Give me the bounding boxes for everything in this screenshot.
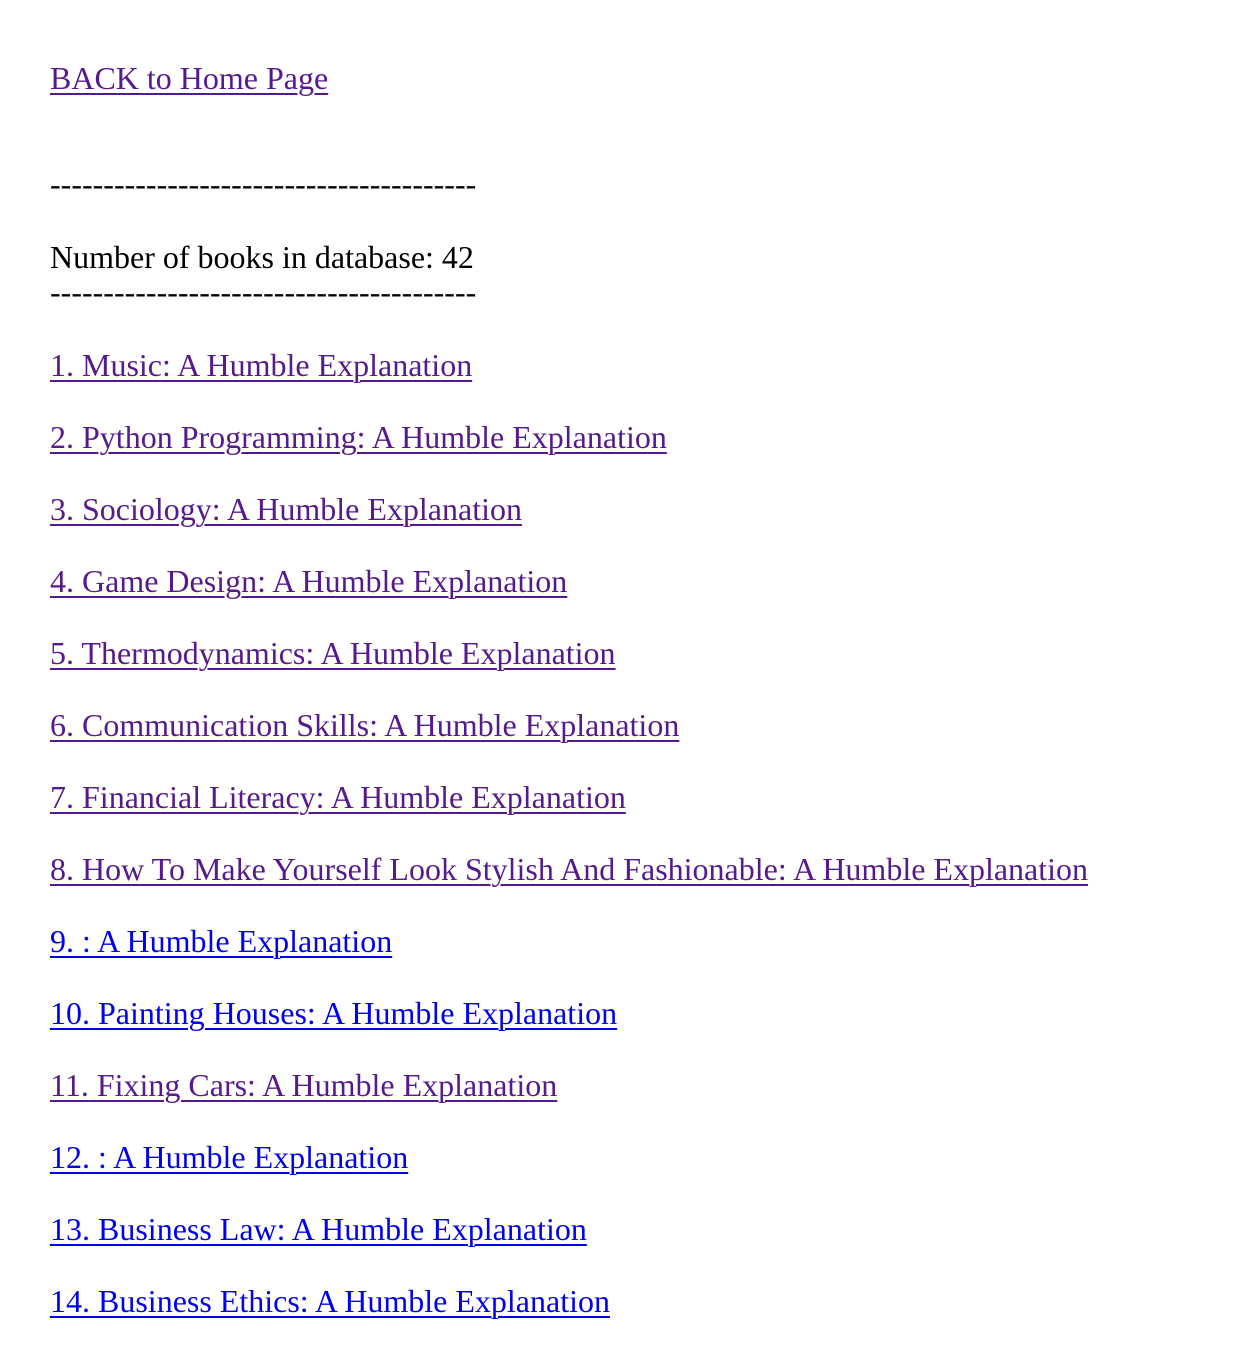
book-number: 2. [50,419,74,455]
book-number: 4. [50,563,74,599]
book-link-13[interactable] [50,1209,587,1249]
book-number: 10. [50,995,90,1031]
book-link-11[interactable] [50,1065,557,1105]
book-title: Thermodynamics: A Humble Explanation [81,635,616,671]
book-number: 6. [50,707,74,743]
book-title: Sociology: A Humble Explanation [82,491,522,527]
book-list [50,345,1088,1353]
book-list-item [50,849,1088,921]
book-title: : A Humble Explanation [98,1139,409,1175]
book-list-item [50,993,1088,1065]
book-number: 9. [50,923,74,959]
book-title: : A Humble Explanation [82,923,393,959]
book-title: Financial Literacy: A Humble Explanation [82,779,626,815]
book-list-item [50,1137,1088,1209]
book-number: 7. [50,779,74,815]
book-list-item [50,417,1088,489]
book-link-9[interactable] [50,921,392,961]
book-list-item [50,1209,1088,1281]
book-title: Game Design: A Humble Explanation [82,563,568,599]
book-title: Music: A Humble Explanation [82,347,473,383]
book-number: 11. [50,1067,89,1103]
book-list-item [50,1281,1088,1353]
book-title: How To Make Yourself Look Stylish And Fashionable: A Humble Explanation [82,851,1089,887]
book-title: Business Law: A Humble Explanation [98,1211,587,1247]
book-link-14[interactable] [50,1281,610,1321]
book-link-12[interactable] [50,1137,408,1177]
book-number: 8. [50,851,74,887]
book-link-10[interactable] [50,993,617,1033]
book-link-8[interactable] [50,849,1088,889]
book-number: 14. [50,1283,90,1319]
book-title: Python Programming: A Humble Explanation [82,419,667,455]
book-number: 5. [50,635,74,671]
book-list-item [50,561,1088,633]
book-title: Business Ethics: A Humble Explanation [98,1283,610,1319]
book-number: 3. [50,491,74,527]
separator-top: ---------------------------------------- [50,166,477,202]
book-list-item [50,921,1088,993]
book-link-3[interactable] [50,489,522,529]
book-title: Communication Skills: A Humble Explanation [82,707,680,743]
back-to-home-link[interactable]: BACK to Home Page [50,60,329,96]
book-count-label: Number of books in database: [50,239,434,275]
book-link-7[interactable] [50,777,626,817]
book-link-5[interactable] [50,633,616,673]
book-link-2[interactable] [50,417,667,457]
book-number: 13. [50,1211,90,1247]
book-list-item [50,777,1088,849]
book-link-1[interactable] [50,345,472,385]
book-list-item [50,1065,1088,1137]
book-number: 1. [50,347,74,383]
book-link-4[interactable] [50,561,567,601]
book-title: Painting Houses: A Humble Explanation [98,995,618,1031]
book-list-item [50,633,1088,705]
book-list-item [50,345,1088,417]
book-list-item [50,705,1088,777]
book-title: Fixing Cars: A Humble Explanation [96,1067,558,1103]
book-number: 12. [50,1139,90,1175]
book-count-value: 42 [441,239,474,275]
book-count-line [50,237,474,277]
book-link-6[interactable] [50,705,679,745]
separator-bottom: ---------------------------------------- [50,274,477,310]
book-list-item [50,489,1088,561]
